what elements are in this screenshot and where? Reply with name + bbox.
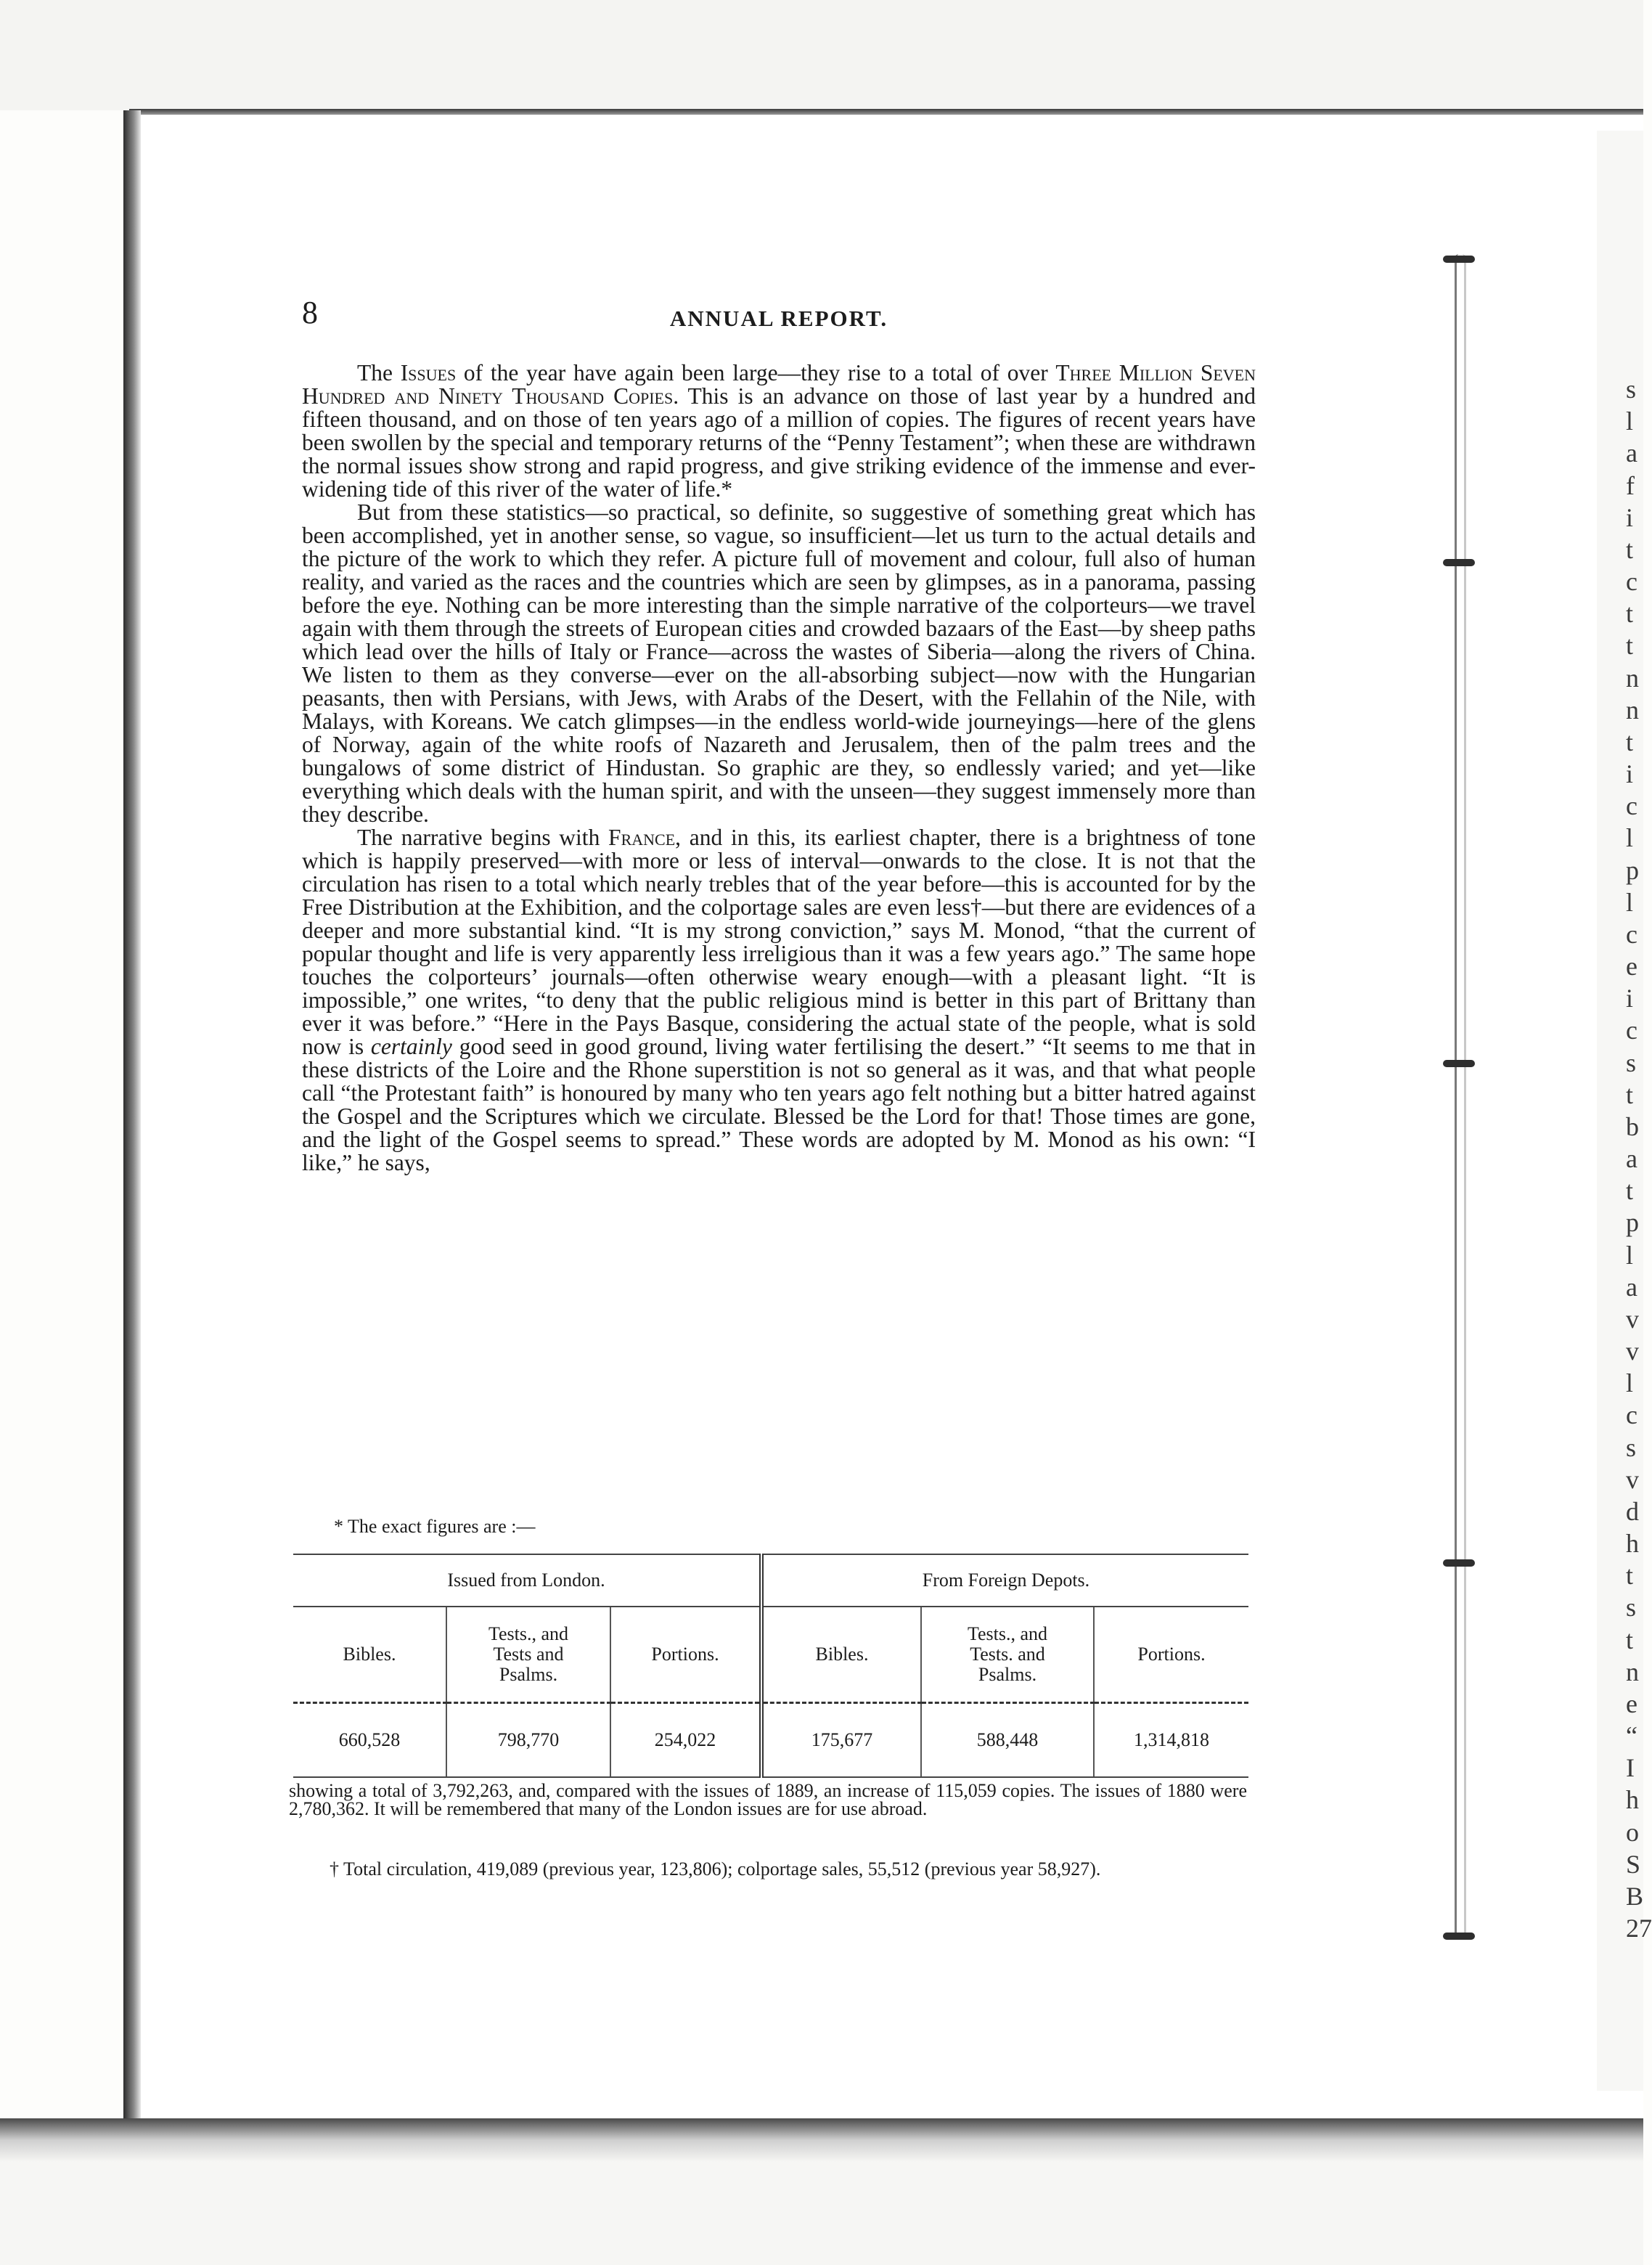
small-caps-run: Three Million Seven Hundred and Ninety Thousand Copies.	[302, 360, 1256, 409]
margin-letter: n	[1626, 664, 1639, 693]
col-bibles-london: Bibles.	[293, 1607, 446, 1703]
margin-letter: B	[1626, 1882, 1644, 1911]
header-line: Tests., and	[488, 1623, 569, 1644]
margin-letter: S	[1626, 1850, 1641, 1879]
page-top-shadow	[129, 109, 1643, 115]
header-line: Tests and	[493, 1644, 564, 1665]
margin-letter: n	[1626, 695, 1639, 725]
text-run: The	[357, 360, 401, 385]
margin-letter: h	[1626, 1785, 1639, 1814]
paragraph-france	[302, 826, 1256, 1175]
table-header-row	[293, 1607, 1248, 1703]
binding-knot	[1443, 1933, 1475, 1940]
page-left-shadow	[123, 110, 141, 2118]
margin-letter: t	[1626, 1176, 1634, 1205]
margin-letter: t	[1626, 599, 1634, 628]
margin-letter: l	[1626, 823, 1634, 852]
text-run: This is an advance on those of last year by a hundred and fifteen thousand, and on those of ten years ago of a million of copies. The figures of recent years have been swollen by the special and temporary returns of the “Penny Testament”; when these are withdrawn the normal issues show strong and rapid progress, and give striking evidence of the immense and ever-widening tide of this river of the water of life.*	[302, 383, 1256, 502]
cell-foreign-portions: 1,314,818	[1094, 1703, 1248, 1778]
page-header	[302, 294, 1256, 338]
header-line: Tests., and	[967, 1623, 1048, 1644]
col-bibles-foreign: Bibles.	[761, 1607, 921, 1703]
binding-knot	[1443, 1559, 1475, 1567]
footnote-total: showing a total of 3,792,263, and, compared with the issues of 1889, an increase of 115,059 copies. The issues of 1880 were 2,780,362. It will be remembered that many of the London issues are for use abroad.	[289, 1780, 1247, 1819]
margin-letter: l	[1626, 407, 1634, 436]
margin-letter: f	[1626, 471, 1635, 500]
running-head: ANNUAL REPORT.	[669, 306, 888, 331]
margin-letter: b	[1626, 1112, 1639, 1141]
col-tests-london	[446, 1607, 610, 1703]
margin-letter: i	[1626, 759, 1634, 788]
margin-letter: I	[1626, 1753, 1635, 1782]
footnote-intro: * The exact figures are :—	[334, 1516, 536, 1537]
cell-foreign-tests: 588,448	[921, 1703, 1094, 1778]
paragraph-issues	[302, 362, 1256, 501]
margin-letter: s	[1626, 1593, 1637, 1622]
text-run: of the year have again been large—they rise to a total of over	[456, 360, 1056, 385]
binding-knot	[1443, 559, 1475, 566]
margin-letter: a	[1626, 1273, 1637, 1302]
margin-letter: a	[1626, 1144, 1637, 1173]
table-group-row	[293, 1554, 1248, 1607]
col-portions-foreign: Portions.	[1094, 1607, 1248, 1703]
binding-knot	[1443, 256, 1475, 263]
margin-letter: n	[1626, 1657, 1639, 1686]
margin-letter: h	[1626, 1529, 1639, 1558]
margin-letter: c	[1626, 1016, 1637, 1045]
margin-letter: i	[1626, 984, 1634, 1013]
margin-letter: t	[1626, 631, 1634, 660]
group-foreign: From Foreign Depots.	[761, 1554, 1248, 1607]
cell-london-tests: 798,770	[446, 1703, 610, 1778]
margin-letter: v	[1626, 1336, 1639, 1366]
margin-letter: t	[1626, 727, 1634, 756]
italic-run: certainly	[370, 1034, 452, 1059]
header-line: Psalms.	[499, 1664, 558, 1685]
margin-letter: p	[1626, 856, 1639, 885]
margin-letter: d	[1626, 1497, 1639, 1526]
header-line: Tests. and	[970, 1644, 1045, 1665]
margin-letter: t	[1626, 535, 1634, 564]
footnote-dagger: † Total circulation, 419,089 (previous year, 123,806); colportage sales, 55,512 (previous year 58,927).	[330, 1858, 1101, 1880]
paragraph-statistics: But from these statistics—so practical, so definite, so suggestive of something great which has been accomplished, yet in another sense, so vague, so insufficient—let us turn to the actual details and the picture of the work to which they refer. A picture full of movement and colour, full also of human reality, and varied as the races and the countries which are seen by glimpses, as in a panorama, passing before the eye. Nothing can be more interesting than the simple narrative of the colporteurs—we travel again with them through the streets of European cities and crowded bazaars of the East—by sheep paths which lead over the hills of Italy or France—across the wastes of Siberia—along the rivers of China. We listen to them as they converse—ever on the all-absorbing subject—now with the Hungarian peasants, then with Persians, with Jews, with Arabs of the Desert, with the Fellahin of the Nile, with Malays, with Koreans. We catch glimpses—in the endless world-wide journeyings—here of the glens of Norway, again of the white roofs of Nazareth and Jerusalem, then of the palm trees and the bungalows of some district of Hindustan. So graphic are they, so endlessly varied; and yet—like everything which deals with the human spirit, and with the unseen—they suggest immensely more than they describe.	[302, 499, 1256, 827]
cell-london-bibles: 660,528	[293, 1703, 446, 1778]
margin-letter: “	[1626, 1721, 1637, 1750]
header-line: Psalms.	[978, 1664, 1037, 1685]
margin-letter: c	[1626, 1400, 1637, 1429]
table-row	[293, 1703, 1248, 1778]
body-text	[302, 362, 1256, 1175]
margin-letter: l	[1626, 1241, 1634, 1270]
margin-letter: c	[1626, 567, 1637, 596]
margin-letter: v	[1626, 1305, 1639, 1334]
cell-foreign-bibles: 175,677	[761, 1703, 921, 1778]
margin-letter: s	[1626, 1048, 1637, 1077]
margin-letter: e	[1626, 952, 1637, 981]
margin-letter: e	[1626, 1689, 1637, 1718]
margin-letter: c	[1626, 920, 1637, 949]
scanner-background	[0, 0, 1643, 110]
margin-letter: t	[1626, 1625, 1634, 1654]
text-run: The narrative begins with	[357, 825, 609, 850]
binding-string	[1455, 254, 1466, 1938]
margin-letter: a	[1626, 438, 1637, 468]
margin-letter: o	[1626, 1818, 1639, 1847]
scanner-bottom-shadow	[0, 2118, 1643, 2265]
margin-letter: s	[1626, 1433, 1637, 1462]
margin-letter: v	[1626, 1465, 1639, 1494]
binding-knot	[1443, 1060, 1475, 1067]
col-tests-foreign	[921, 1607, 1094, 1703]
text-run: good seed in good ground, living water fertilising the desert.” “It seems to me that in these districts of the Loire and the Rhone superstition is not so general as it was, and that what people call “the Protestant faith” is honoured by many who ten years ago felt nothing but a bitter hatred against the Gospel and the Scriptures which we circulate. Blessed be the Lord for that! Those times are gone, and the light of the Gospel seems to spread.” These words are adopted by M. Monod as his own: “I like,” he says,	[302, 1034, 1256, 1175]
margin-letter: t	[1626, 1561, 1634, 1590]
page-number: 8	[302, 295, 318, 330]
margin-letter: c	[1626, 791, 1637, 820]
cell-london-portions: 254,022	[610, 1703, 761, 1778]
margin-letter: t	[1626, 1080, 1634, 1109]
text-run: and in this, its earliest chapter, there is a brightness of tone which is happily preserved—with more or less of interval—onwards to the close. It is not that the circulation has risen to a total which nearly trebles that of the year before—this is accounted for by the Free Distribution at the Exhibition, and the colportage sales are even less†—but there are evidences of a deeper and more substantial kind. “It is my strong conviction,” says M. Monod, “that the current of popular thought and life is very apparently less irreligious than it was a few years ago.” The same hope touches the colporteurs’ journals—often otherwise weary enough—with a pleasant light. “It is impossible,” one writes, “to deny that the public religious mind is better in this part of Brittany than ever it was before.” “Here in the Pays Basque, considering the actual state of the people, what is sold now is	[302, 825, 1256, 1059]
margin-letter: p	[1626, 1208, 1639, 1237]
margin-letter: l	[1626, 1368, 1634, 1397]
margin-letter: s	[1626, 375, 1637, 404]
col-portions-london: Portions.	[610, 1607, 761, 1703]
margin-letter: l	[1626, 888, 1634, 917]
small-caps-run: Issues	[400, 360, 457, 385]
small-caps-run: France,	[608, 825, 682, 850]
issues-table	[293, 1554, 1248, 1778]
margin-letter: i	[1626, 503, 1634, 532]
margin-letter: 27	[1626, 1914, 1652, 1943]
group-london: Issued from London.	[293, 1554, 761, 1607]
